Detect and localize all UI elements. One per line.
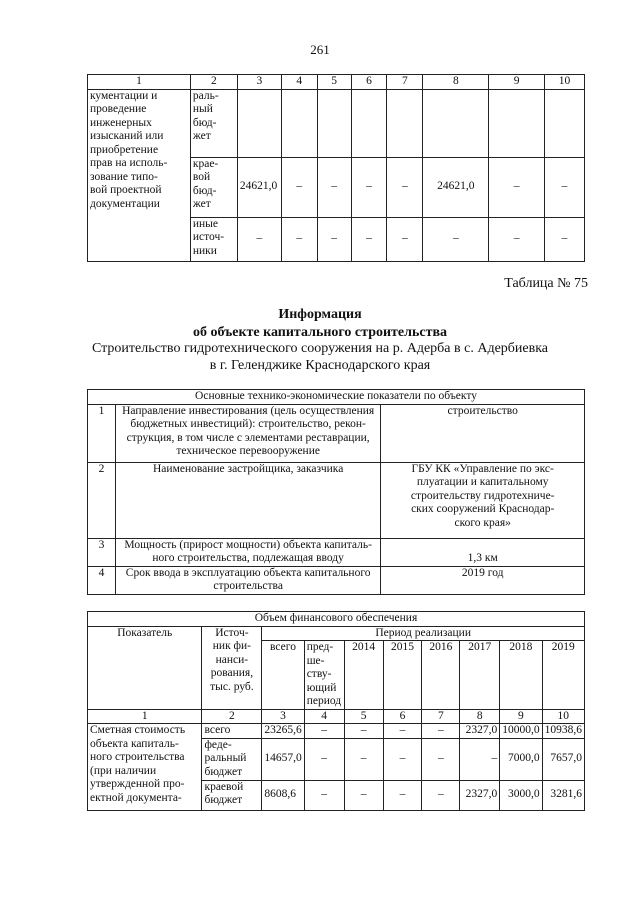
source-line: иные (192, 217, 219, 230)
value-cell: – (317, 217, 351, 261)
table-row (88, 89, 585, 157)
value-cell (351, 89, 387, 157)
value-cell: – (383, 780, 422, 810)
row-label (88, 89, 191, 261)
value-cell (489, 89, 545, 157)
indicator-name (115, 404, 380, 462)
col-number: 5 (344, 709, 383, 724)
value-cell: 3281,6 (542, 780, 584, 810)
table-row (88, 404, 585, 462)
indicator-name (115, 462, 380, 538)
name-line: струкция, в том числе с элементами реставрации, (126, 431, 370, 444)
col-number: 8 (423, 75, 489, 90)
header-line: ству- (306, 668, 332, 680)
finance-header-row (88, 612, 585, 627)
col-total: всего (262, 641, 304, 710)
value-cell: 2327,0 (460, 724, 500, 739)
value-cell: – (344, 780, 383, 810)
label-line: проведение (90, 103, 147, 115)
indicator-name (115, 566, 380, 594)
value-cell (387, 89, 423, 157)
value-cell (237, 89, 281, 157)
label-line: изысканий или (90, 130, 164, 142)
label-line: объекта капиталь- (90, 737, 179, 750)
label-line: документации (90, 197, 160, 210)
indicators-header-row (88, 390, 585, 405)
value-cell: – (422, 780, 460, 810)
label-line: утвержденной про- (90, 778, 185, 790)
indicator-value (381, 462, 585, 538)
value-cell: – (281, 217, 317, 261)
col-indicator: Показатель (88, 626, 202, 709)
source-line: раль- (192, 89, 219, 102)
name-line: техническое перевооружение (176, 445, 320, 457)
value-cell (423, 89, 489, 157)
source-line: вой (192, 171, 211, 183)
source-line: жет (192, 130, 211, 142)
continuation-table (87, 74, 585, 262)
col-year: 2015 (383, 641, 422, 710)
header-line: Источ- (215, 626, 249, 639)
col-number: 10 (545, 75, 585, 90)
value-cell: 7000,0 (500, 738, 542, 780)
col-year: 2016 (422, 641, 460, 710)
indicator-value (381, 404, 585, 462)
value-line: плуатации и капитальному (416, 476, 549, 488)
source-line: феде- (204, 738, 232, 751)
value-line: 1,3 км (467, 552, 498, 564)
col-prev (304, 641, 344, 710)
header-line: период (306, 695, 342, 707)
label-line: инженерных (90, 116, 152, 129)
info-title-2: об объекте капитального строительства (192, 325, 448, 340)
value-cell (317, 89, 351, 157)
value-cell: – (281, 157, 317, 217)
period-label: Период реализации (262, 626, 585, 641)
value-cell: – (545, 157, 585, 217)
value-cell: 8608,6 (262, 780, 304, 810)
source-cell (202, 780, 262, 810)
value-cell: – (304, 780, 344, 810)
value-cell (545, 89, 585, 157)
source-line: ральный (204, 752, 247, 764)
label-line: вой проектной (90, 184, 162, 196)
value-cell: 14657,0 (262, 738, 304, 780)
col-number: 3 (262, 709, 304, 724)
source-line: крае- (192, 157, 219, 170)
indicators-header: Основные технико-экономические показатели по объекту (88, 390, 585, 405)
source-line: бюджет (204, 765, 243, 778)
name-line: Мощность (прирост мощности) объекта капиталь- (124, 538, 372, 551)
label-line: приобретение (90, 143, 159, 156)
value-line: строительство (447, 404, 518, 417)
value-line: 2019 год (461, 566, 504, 579)
col-number: 2 (190, 75, 237, 90)
label-line: ектной документа- (90, 791, 182, 804)
value-cell: – (383, 724, 422, 739)
header-line: ющий (306, 681, 337, 694)
header-line: пред- (306, 641, 334, 653)
source-line: источ- (192, 231, 225, 243)
source-line: бюд- (192, 184, 217, 197)
value-cell: – (422, 724, 460, 739)
value-line: ского края» (454, 516, 511, 529)
value-cell: – (383, 738, 422, 780)
col-number: 10 (542, 709, 584, 724)
value-cell: – (423, 217, 489, 261)
row-number: 4 (88, 566, 116, 594)
indicator-value (381, 538, 585, 566)
page-number: 261 (310, 42, 330, 57)
col-number: 4 (304, 709, 344, 724)
value-cell: – (351, 157, 387, 217)
label-line: (при наличии (90, 764, 157, 777)
row-number: 3 (88, 538, 116, 566)
header-line: ник фи- (212, 640, 251, 652)
value-cell: – (387, 217, 423, 261)
name-line: бюджетных инвестиций): строительство, рекон- (130, 418, 366, 430)
value-cell: – (304, 724, 344, 739)
header-line: ше- (306, 654, 325, 667)
source-line: жет (192, 198, 211, 210)
indicator-value (381, 566, 585, 594)
column-number-row (88, 709, 585, 724)
header-line: рования, (210, 667, 254, 679)
table-row (88, 724, 585, 739)
value-line: ГБУ КК «Управление по экс- (411, 462, 554, 475)
source-line: краевой (204, 780, 244, 793)
value-cell: 23265,6 (262, 724, 304, 739)
row-number: 2 (88, 462, 116, 538)
col-number: 3 (237, 75, 281, 90)
source-line: бюджет (204, 794, 243, 806)
value-cell: – (351, 217, 387, 261)
table-row (88, 538, 585, 566)
col-number: 8 (460, 709, 500, 724)
value-cell: 24621,0 (423, 157, 489, 217)
value-cell: – (422, 738, 460, 780)
source-cell (202, 724, 262, 739)
value-cell: – (387, 157, 423, 217)
col-number: 1 (88, 709, 202, 724)
indicator-name (115, 538, 380, 566)
col-year: 2017 (460, 641, 500, 710)
source-line: всего (204, 724, 231, 736)
value-cell: – (489, 217, 545, 261)
row-number: 1 (88, 404, 116, 462)
value-cell: – (344, 738, 383, 780)
value-cell: 2327,0 (460, 780, 500, 810)
header-line: нанси- (215, 653, 249, 666)
value-cell (281, 89, 317, 157)
value-cell: – (545, 217, 585, 261)
table-row (88, 566, 585, 594)
value-line: ских сооружений Краснодар- (411, 503, 555, 515)
value-cell: – (304, 738, 344, 780)
finance-header: Объем финансового обеспечения (88, 612, 585, 627)
label-line: кументации и (90, 89, 158, 102)
source-cell (202, 738, 262, 780)
source-cell (190, 157, 237, 217)
col-number: 4 (281, 75, 317, 90)
name-line: Срок ввода в эксплуатацию объекта капитального (125, 566, 371, 579)
value-cell: 10000,0 (500, 724, 542, 739)
label-line: ного строительства (90, 751, 185, 763)
name-line: ного строительства, подлежащая вводу (152, 552, 344, 564)
table-label: Таблица № 75 (504, 276, 588, 291)
value-cell: – (489, 157, 545, 217)
table-row (88, 462, 585, 538)
col-number: 7 (387, 75, 423, 90)
col-number: 6 (351, 75, 387, 90)
finance-col-header-row (88, 626, 585, 641)
col-number: 7 (422, 709, 460, 724)
indicators-table (87, 389, 585, 595)
value-line: строительству гидротехниче- (410, 489, 555, 502)
col-number: 5 (317, 75, 351, 90)
source-line: ники (192, 244, 217, 257)
col-number: 9 (500, 709, 542, 724)
col-source (202, 626, 262, 709)
source-cell (190, 217, 237, 261)
value-cell: 24621,0 (237, 157, 281, 217)
label-line: зование типо- (90, 170, 158, 183)
value-cell: 10938,6 (542, 724, 584, 739)
info-title: Информация (278, 307, 362, 322)
col-year: 2019 (542, 641, 584, 710)
col-number: 1 (88, 75, 191, 90)
info-subtitle: Строительство гидротехнического сооружения на р. Адерба в с. Адербиевка (91, 341, 549, 356)
header-line: тыс. руб. (210, 680, 254, 693)
source-line: ный (192, 103, 213, 115)
name-line: Наименование застройщика, заказчика (153, 462, 344, 475)
finance-table (87, 611, 585, 811)
col-year: 2014 (344, 641, 383, 710)
value-cell: – (317, 157, 351, 217)
source-cell (190, 89, 237, 157)
value-cell: – (237, 217, 281, 261)
col-number: 2 (202, 709, 262, 724)
value-cell: – (344, 724, 383, 739)
col-year: 2018 (500, 641, 542, 710)
row-label (88, 724, 202, 811)
column-number-row (88, 75, 585, 90)
source-line: бюд- (192, 116, 217, 129)
col-number: 9 (489, 75, 545, 90)
label-line: прав на исполь- (90, 157, 168, 169)
value-cell: 3000,0 (500, 780, 542, 810)
info-subtitle-2: в г. Геленджике Краснодарского края (209, 358, 431, 373)
name-line: Направление инвестирования (цель осуществления (122, 404, 375, 417)
value-cell: – (460, 738, 500, 780)
value-cell: 7657,0 (542, 738, 584, 780)
col-number: 6 (383, 709, 422, 724)
name-line: строительства (213, 580, 283, 592)
label-line: Сметная стоимость (90, 724, 186, 736)
